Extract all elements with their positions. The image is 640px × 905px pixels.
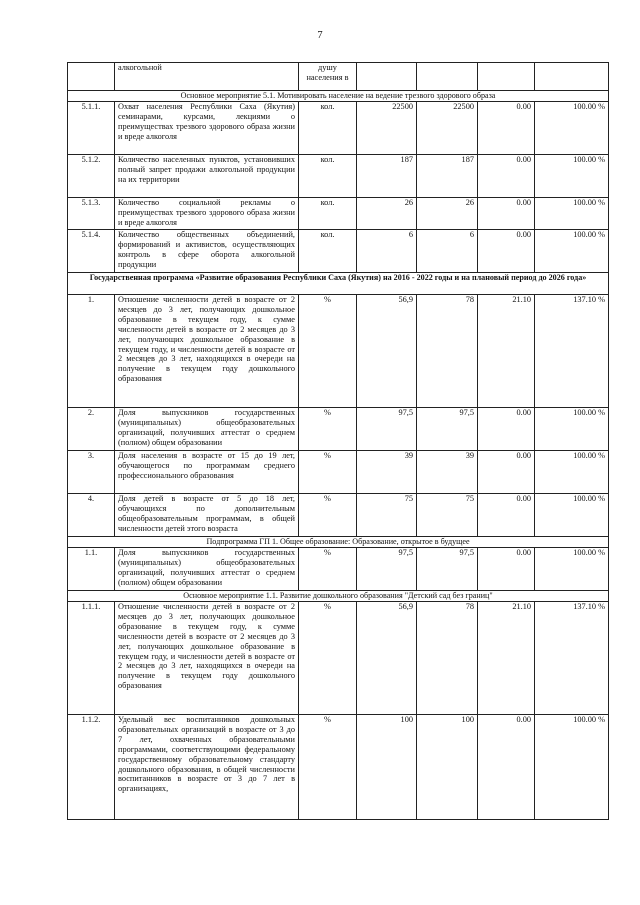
- completion-percent: 100.00 %: [535, 230, 609, 273]
- indicator-number: [68, 63, 115, 91]
- section-title: Подпрограмма ГП 1. Общее образование: Образование, открытое в будущее: [68, 537, 609, 548]
- unit-of-measure: %: [299, 548, 357, 591]
- table-row: [68, 451, 609, 494]
- completion-percent: 137.10 %: [535, 295, 609, 408]
- unit-of-measure: кол.: [299, 102, 357, 155]
- indicator-name: Доля населения в возрасте от 15 до 19 лет, обучающегося по программам среднего профессионального образования: [115, 451, 299, 494]
- section-row: [68, 273, 609, 295]
- actual-value: 100: [417, 715, 478, 820]
- unit-of-measure: %: [299, 295, 357, 408]
- indicator-number: 1.1.2.: [68, 715, 115, 820]
- deviation-value: 0.00: [478, 548, 535, 591]
- plan-value: 56,9: [357, 602, 417, 715]
- plan-value: 22500: [357, 102, 417, 155]
- indicator-number: 1.1.1.: [68, 602, 115, 715]
- page-number: 7: [317, 30, 323, 41]
- indicator-number: 3.: [68, 451, 115, 494]
- indicator-number: 5.1.1.: [68, 102, 115, 155]
- unit-of-measure: кол.: [299, 230, 357, 273]
- indicator-name: Доля выпускников государственных (муниципальных) общеобразовательных организаций, получивших аттестат о среднем (полном) общем образовании: [115, 408, 299, 451]
- unit-of-measure: %: [299, 494, 357, 537]
- actual-value: 78: [417, 295, 478, 408]
- actual-value: 97,5: [417, 408, 478, 451]
- actual-value: 39: [417, 451, 478, 494]
- deviation-value: 0.00: [478, 230, 535, 273]
- actual-value: 97,5: [417, 548, 478, 591]
- actual-value: 26: [417, 198, 478, 230]
- section-row: [68, 591, 609, 602]
- plan-value: 6: [357, 230, 417, 273]
- plan-value: 56,9: [357, 295, 417, 408]
- completion-percent: 100.00 %: [535, 408, 609, 451]
- unit-of-measure: кол.: [299, 198, 357, 230]
- indicator-number: 2.: [68, 408, 115, 451]
- indicator-name: Количество общественных объединений, формирований и активистов, осуществляющих контроль в сфере оборота алкогольной продукции: [115, 230, 299, 273]
- indicator-name: Доля выпускников государственных (муниципальных) общеобразовательных организаций, получивших аттестат о среднем (полном) общем образовании: [115, 548, 299, 591]
- unit-of-measure: %: [299, 715, 357, 820]
- plan-value: 75: [357, 494, 417, 537]
- plan-value: 97,5: [357, 548, 417, 591]
- section-row: [68, 91, 609, 102]
- table-row: [68, 602, 609, 715]
- indicator-name: Удельный вес воспитанников дошкольных образовательных организаций в возрасте от 3 до 7 лет, охваченных образовательными программами, соответствующими федеральному государственному образовательному стандарту дошкольного образования, в общей численности воспитанников в возрасте от 3 до 7 лет в организациях,: [115, 715, 299, 820]
- indicator-name: алкогольной: [115, 63, 299, 91]
- plan-value: 26: [357, 198, 417, 230]
- deviation-value: 0.00: [478, 102, 535, 155]
- unit-of-measure: %: [299, 408, 357, 451]
- indicator-name: Количество населенных пунктов, установивших полный запрет продажи алкогольной продукции на их территории: [115, 155, 299, 198]
- completion-percent: 100.00 %: [535, 494, 609, 537]
- indicator-number: 5.1.3.: [68, 198, 115, 230]
- indicator-number: 5.1.2.: [68, 155, 115, 198]
- plan-value: 100: [357, 715, 417, 820]
- completion-percent: 100.00 %: [535, 198, 609, 230]
- indicator-number: 4.: [68, 494, 115, 537]
- deviation-value: 0.00: [478, 155, 535, 198]
- actual-value: 187: [417, 155, 478, 198]
- completion-percent: 100.00 %: [535, 102, 609, 155]
- deviation-value: 0.00: [478, 494, 535, 537]
- deviation-value: 0.00: [478, 408, 535, 451]
- plan-value: 39: [357, 451, 417, 494]
- deviation-value: 21.10: [478, 295, 535, 408]
- completion-percent: 100.00 %: [535, 548, 609, 591]
- actual-value: 75: [417, 494, 478, 537]
- indicator-name: Отношение численности детей в возрасте от 2 месяцев до 3 лет, получающих дошкольное образование в текущем году, к сумме численности детей в возрасте от 2 месяцев до 3 лет, получающих дошкольное образование в текущем году, и численности детей в возрасте от 2 месяцев до 3 лет, находящихся в очереди на получение в текущем году дошкольного образования: [115, 602, 299, 715]
- table-row: [68, 102, 609, 155]
- program-title: Государственная программа «Развитие образования Республики Саха (Якутия) на 2016 - 2022 годы и на плановый период до 2026 года»: [68, 273, 609, 295]
- section-title: Основное мероприятие 5.1. Мотивировать население на ведение трезвого здорового образа: [68, 91, 609, 102]
- unit-of-measure: кол.: [299, 155, 357, 198]
- actual-value: 6: [417, 230, 478, 273]
- indicator-name: Отношение численности детей в возрасте от 2 месяцев до 3 лет, получающих дошкольное образование в текущем году, к сумме численности детей в возрасте от 2 месяцев до 3 лет, получающих дошкольное образование в текущем году, и численности детей в возрасте от 2 месяцев до 3 лет, находящихся в очереди на получение в текущем году дошкольного образования: [115, 295, 299, 408]
- completion-percent: [535, 63, 609, 91]
- deviation-value: [478, 63, 535, 91]
- deviation-value: 0.00: [478, 451, 535, 494]
- table-row: [68, 63, 609, 91]
- table-row: [68, 408, 609, 451]
- plan-value: [357, 63, 417, 91]
- table-row: [68, 295, 609, 408]
- section-title: Основное мероприятие 1.1. Развитие дошкольного образования "Детский сад без границ": [68, 591, 609, 602]
- table-row: [68, 715, 609, 820]
- deviation-value: 0.00: [478, 198, 535, 230]
- deviation-value: 0.00: [478, 715, 535, 820]
- plan-value: 97,5: [357, 408, 417, 451]
- table-row: [68, 198, 609, 230]
- completion-percent: 100.00 %: [535, 451, 609, 494]
- unit-of-measure: %: [299, 451, 357, 494]
- actual-value: 78: [417, 602, 478, 715]
- indicator-name: Охват населения Республики Саха (Якутия) семинарами, курсами, лекциями о преимуществах трезвого здорового образа жизни и вреде алкоголя: [115, 102, 299, 155]
- completion-percent: 100.00 %: [535, 715, 609, 820]
- actual-value: 22500: [417, 102, 478, 155]
- section-row: [68, 537, 609, 548]
- indicator-number: 1.: [68, 295, 115, 408]
- indicator-name: Количество социальной рекламы о преимуществах трезвого здорового образа жизни и вреде алкоголя: [115, 198, 299, 230]
- table-row: [68, 494, 609, 537]
- table-row: [68, 548, 609, 591]
- indicator-name: Доля детей в возрасте от 5 до 18 лет, обучающихся по дополнительным общеобразовательным программам, в общей численности детей этого возраста: [115, 494, 299, 537]
- table-row: [68, 155, 609, 198]
- unit-of-measure: %: [299, 602, 357, 715]
- unit-of-measure: душу населения в: [299, 63, 357, 91]
- actual-value: [417, 63, 478, 91]
- deviation-value: 21.10: [478, 602, 535, 715]
- indicator-number: 5.1.4.: [68, 230, 115, 273]
- table-row: [68, 230, 609, 273]
- completion-percent: 100.00 %: [535, 155, 609, 198]
- indicator-number: 1.1.: [68, 548, 115, 591]
- plan-value: 187: [357, 155, 417, 198]
- indicators-table: [67, 62, 609, 820]
- completion-percent: 137.10 %: [535, 602, 609, 715]
